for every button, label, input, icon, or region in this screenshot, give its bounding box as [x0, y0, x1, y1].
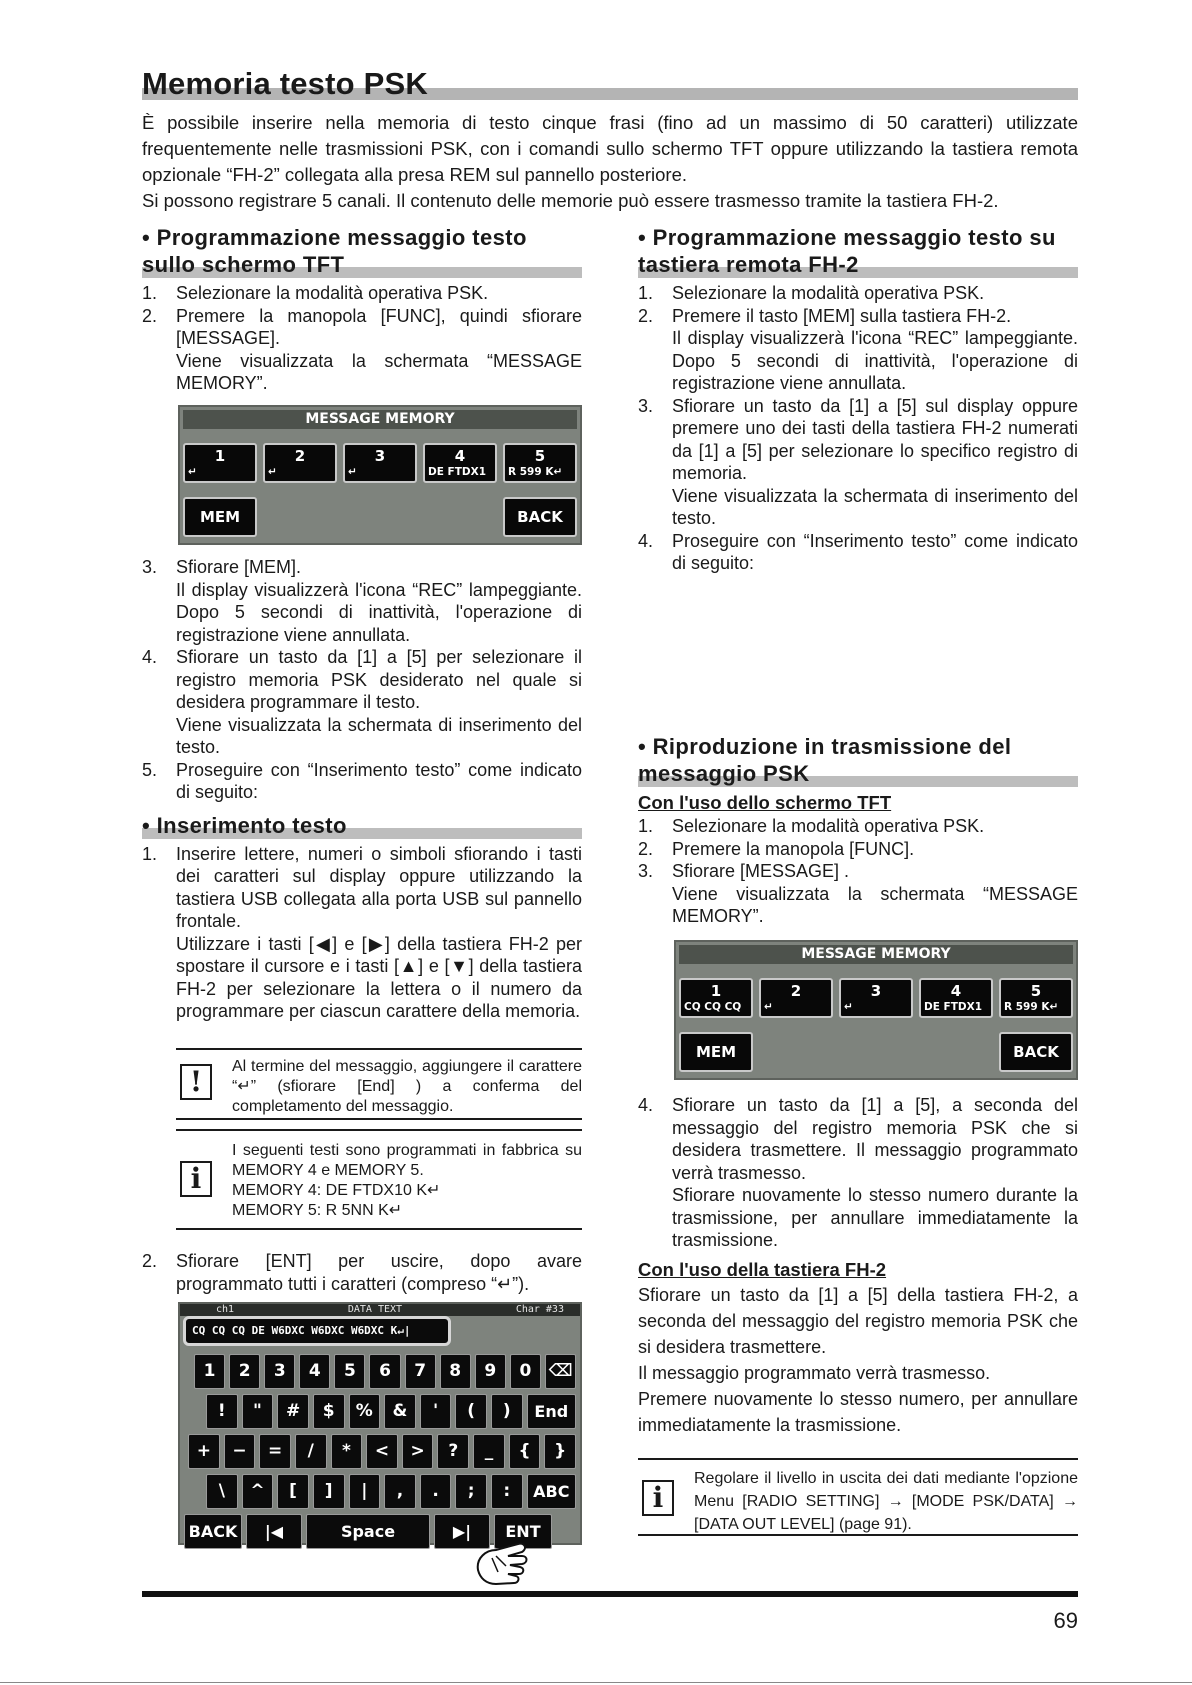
step-item [142, 759, 582, 804]
footer-rule [142, 1591, 1078, 1597]
key-3-8[interactable]: : [491, 1474, 523, 1509]
memory-key-number: 4 [454, 447, 466, 465]
key-0-6[interactable]: 7 [405, 1354, 436, 1389]
key-1-2[interactable]: # [277, 1394, 309, 1429]
back-button[interactable]: BACK [999, 1032, 1073, 1072]
section-heading-fh2: • Programmazione messaggio testo su tastiera remota FH-2 [638, 224, 1078, 278]
memory-key-message: R 599 K↵ [508, 466, 563, 478]
key-2-2[interactable]: = [259, 1434, 291, 1469]
status-bar: ch1 DATA TEXT Char #33 [180, 1304, 580, 1316]
back-button[interactable]: BACK [503, 497, 577, 537]
key-2-7[interactable]: ? [437, 1434, 469, 1469]
message-memory-screen-2 [674, 940, 1078, 1080]
page-number: 69 [1053, 1608, 1078, 1633]
section-heading-tft: • Programmazione messaggio testo sullo schermo TFT [142, 224, 582, 278]
step-text: Premere la manopola [FUNC], quindi sfiorare [MESSAGE]. [176, 305, 582, 348]
text-input-field[interactable]: CQ CQ CQ DE W6DXC W6DXC W6DXC K↵| [183, 1316, 451, 1346]
step-number: 3. [638, 861, 654, 881]
memory-key-message: DE FTDX1 [428, 466, 486, 478]
memory-key-number: 5 [534, 447, 546, 465]
memory-key-2[interactable] [759, 978, 833, 1018]
memory-key-message: DE FTDX1 [924, 1001, 982, 1013]
page-title: Memoria testo PSK [142, 66, 428, 101]
step-number: 3. [638, 395, 654, 416]
left-column-final [142, 1250, 582, 1295]
memory-key-5[interactable] [503, 443, 577, 483]
step-detail: Viene visualizzata la schermata “MESSAGE MEMORY”. [672, 883, 1078, 926]
step-number: 1. [638, 816, 654, 836]
step-number: 4. [142, 647, 158, 667]
memory-key-number: 5 [1030, 982, 1042, 1000]
step-number: 1. [638, 283, 654, 303]
step-text: Sfiorare [MEM]. [176, 557, 302, 577]
memory-key-3[interactable] [343, 443, 417, 483]
key-3-5[interactable]: , [384, 1474, 416, 1509]
screen-title: MESSAGE MEMORY [679, 945, 1073, 964]
memory-key-number: 4 [950, 982, 962, 1000]
step-number: 1. [142, 283, 158, 303]
memory-key-number: 3 [870, 982, 882, 1000]
step-text: Sfiorare un tasto da [1] a [5] per selezionare il registro memoria PSK desiderato nel quale si desidera programmare il testo. [176, 647, 582, 712]
step-text: Proseguire con “Inserimento testo” come indicato di seguito: [672, 530, 1078, 573]
pointing-hand-icon [472, 1536, 534, 1588]
function-key-row [676, 1032, 1076, 1072]
step-number: 2. [142, 305, 158, 326]
key-4-2[interactable]: Space [306, 1514, 430, 1549]
memory-key-message: ↵ [188, 466, 197, 478]
step-text: Sfiorare un tasto da [1] a [5] sul display oppure premere uno dei tasti della tastiera FH-2 numerati da [1] a [5] per selezionare lo specifico registro di memoria. [672, 395, 1078, 483]
step-item [638, 395, 1078, 530]
key-3-4[interactable]: | [349, 1474, 381, 1509]
key-1-8[interactable]: ) [491, 1394, 523, 1429]
key-1-0[interactable]: ! [206, 1394, 238, 1429]
mem-button[interactable]: MEM [679, 1032, 753, 1072]
key-0-0[interactable]: 1 [194, 1354, 225, 1389]
intro-paragraph-2: Si possono registrare 5 canali. Il contenuto delle memorie può essere trasmesso tramite la tastiera FH-2. [142, 190, 999, 211]
key-3-7[interactable]: ; [455, 1474, 487, 1509]
subheading-fh2: Con l'uso della tastiera FH-2 [638, 1258, 887, 1280]
note-text: Regolare il livello in uscita dei dati mediante l'opzione Menu [RADIO SETTING] → [MODE PSK/DATA] → [DATA OUT LEVEL] (page 91). [694, 1470, 1078, 1533]
key-3-2[interactable]: [ [277, 1474, 309, 1509]
paragraph: Sfiorare un tasto da [1] a [5] della tastiera FH-2, a seconda del messaggio del registro memoria PSK che si desidera trasmettere. [638, 1284, 1078, 1357]
step-item [638, 1094, 1078, 1252]
right-column [638, 224, 1078, 575]
key-1-6[interactable]: ' [420, 1394, 452, 1429]
key-1-9[interactable]: End [527, 1394, 576, 1429]
subheading-tft: Con l'uso dello schermo TFT [638, 792, 892, 813]
step-text: Inserire lettere, numeri o simboli sfiorando i tasti dei caratteri sul display oppure utilizzando la tastiera USB collegata alla porta USB sul pannello frontale. [176, 843, 582, 931]
mem-button[interactable]: MEM [183, 497, 257, 537]
step-detail: Viene visualizzata la schermata di inserimento del testo. [672, 485, 1078, 528]
key-1-3[interactable]: $ [313, 1394, 345, 1429]
step-list [142, 843, 582, 1023]
key-0-10[interactable]: ⌫ [545, 1354, 576, 1389]
note-text: I seguenti testi sono programmati in fabbrica su MEMORY 4 e MEMORY 5. MEMORY 4: DE FTDX10 K↵ MEMORY 5: R 5NN K↵ [232, 1142, 582, 1219]
right-column-playback [638, 733, 1078, 928]
keyboard-row [184, 1394, 580, 1429]
left-column [142, 224, 582, 395]
step-item [142, 305, 582, 395]
memory-key-1[interactable] [183, 443, 257, 483]
memory-key-5[interactable] [999, 978, 1073, 1018]
step-item [142, 646, 582, 759]
info-note [176, 1129, 582, 1230]
key-0-5[interactable]: 6 [369, 1354, 400, 1389]
info-icon: i [180, 1161, 212, 1197]
section-heading-playback: • Riproduzione in trasmissione del messaggio PSK [638, 733, 1078, 787]
step-text: Sfiorare [MESSAGE] . [672, 861, 850, 881]
step-number: 4. [638, 1095, 654, 1115]
memory-key-4[interactable] [423, 443, 497, 483]
keyboard-keys [184, 1354, 580, 1554]
step-text: Selezionare la modalità operativa PSK. [672, 283, 985, 303]
step-number: 5. [142, 759, 158, 780]
text-entry-screen [178, 1302, 582, 1545]
memory-key-row [180, 443, 580, 483]
note-text: Al termine del messaggio, aggiungere il carattere “↵” (sfiorare [End] ) a conferma del completamento del messaggio. [232, 1058, 582, 1115]
step-detail: Sfiorare nuovamente lo stesso numero durante la trasmissione, per annullare immediatamente la trasmissione. [672, 1185, 1078, 1250]
key-0-3[interactable]: 4 [299, 1354, 330, 1389]
key-0-4[interactable]: 5 [334, 1354, 365, 1389]
screen-title: MESSAGE MEMORY [183, 410, 577, 429]
step-number: 2. [638, 305, 654, 326]
step-item [638, 860, 1078, 928]
step-number: 3. [142, 557, 158, 577]
info-note-right [638, 1458, 1078, 1536]
key-4-3[interactable]: ▶| [434, 1514, 490, 1549]
step-detail: Utilizzare i tasti [◀] e [▶] della tastiera FH-2 per spostare il cursore e i tasti [▲] e [▼] della tastiera FH-2 per selezionare la lettera o il numero da programmare per ciascun carattere della memoria. [176, 933, 582, 1021]
step-item [638, 530, 1078, 575]
memory-key-4[interactable] [919, 978, 993, 1018]
key-0-1[interactable]: 2 [229, 1354, 260, 1389]
key-0-8[interactable]: 9 [475, 1354, 506, 1389]
key-2-3[interactable]: / [295, 1434, 327, 1469]
memory-key-number: 2 [790, 982, 802, 1000]
paragraph: Premere nuovamente lo stesso numero, per annullare immediatamente la trasmissione. [638, 1388, 1078, 1435]
right-column-continued [638, 1094, 1078, 1438]
step-text: Selezionare la modalità operativa PSK. [176, 283, 489, 303]
step-item [142, 556, 582, 646]
key-2-6[interactable]: > [402, 1434, 434, 1469]
step-item [638, 282, 1078, 305]
memory-key-message: ↵ [844, 1001, 853, 1013]
memory-key-3[interactable] [839, 978, 913, 1018]
paragraph: Il messaggio programmato verrà trasmesso. [638, 1362, 991, 1383]
message-memory-screen [178, 405, 582, 545]
memory-key-number: 1 [710, 982, 722, 1000]
intro-text [142, 110, 1078, 214]
key-2-10[interactable]: } [544, 1434, 576, 1469]
memory-key-1[interactable] [679, 978, 753, 1018]
step-item [142, 843, 582, 1023]
step-text: Premere il tasto [MEM] sulla tastiera FH-2. [672, 305, 1012, 326]
page-title-block [142, 66, 1078, 104]
step-detail: Il display visualizzerà l'icona “REC” lampeggiante. Dopo 5 secondi di inattività, l'operazione di registrazione viene annullata. [672, 328, 1078, 393]
step-item [638, 815, 1078, 838]
key-0-7[interactable]: 8 [440, 1354, 471, 1389]
warning-note [176, 1048, 582, 1120]
step-list [142, 282, 582, 395]
key-3-9[interactable]: ABC [527, 1474, 576, 1509]
step-number: 1. [142, 843, 158, 864]
step-list [142, 1250, 582, 1295]
memory-key-number: 3 [374, 447, 386, 465]
step-detail: Viene visualizzata la schermata di inserimento del testo. [176, 714, 582, 757]
key-2-1[interactable]: − [224, 1434, 256, 1469]
memory-key-message: ↵ [764, 1001, 773, 1013]
step-detail: Il display visualizzerà l'icona “REC” lampeggiante. Dopo 5 secondi di inattività, l'operazione di registrazione viene annullata. [176, 579, 582, 645]
key-1-5[interactable]: & [384, 1394, 416, 1429]
step-number: 4. [638, 530, 654, 551]
memory-key-row [676, 978, 1076, 1018]
exclamation-icon: ! [180, 1064, 212, 1100]
function-key-row [180, 497, 580, 537]
key-1-7[interactable]: ( [455, 1394, 487, 1429]
section-heading-text-entry: • Inserimento testo [142, 812, 582, 839]
memory-key-message: CQ CQ CQ [684, 1001, 742, 1013]
step-detail: Viene visualizzata la schermata “MESSAGE MEMORY”. [176, 350, 582, 393]
key-4-0[interactable]: BACK [184, 1514, 242, 1549]
key-0-9[interactable]: 0 [510, 1354, 541, 1389]
key-1-1[interactable]: " [242, 1394, 274, 1429]
step-text: Proseguire con “Inserimento testo” come indicato di seguito: [176, 759, 582, 802]
key-0-2[interactable]: 3 [264, 1354, 295, 1389]
step-list [638, 282, 1078, 575]
info-icon: i [642, 1480, 674, 1516]
step-text: Selezionare la modalità operativa PSK. [672, 816, 985, 836]
intro-paragraph-1: È possibile inserire nella memoria di testo cinque frasi (fino ad un massimo di 50 caratteri) utilizzate frequentemente nelle trasmissioni PSK, con i comandi sullo schermo TFT oppure utilizzando la tastiera remota opzionale “FH-2” collegata alla presa REM sul pannello posteriore. [142, 112, 1078, 185]
keyboard-row [184, 1474, 580, 1509]
step-text: Sfiorare [ENT] per uscire, dopo avare programmato tutti i caratteri (compreso “↵”). [176, 1251, 582, 1294]
key-4-1[interactable]: |◀ [246, 1514, 302, 1549]
memory-key-message: R 599 K↵ [1004, 1001, 1059, 1013]
key-2-4[interactable]: * [331, 1434, 363, 1469]
key-2-0[interactable]: + [188, 1434, 220, 1469]
step-item [142, 282, 582, 305]
step-list [638, 815, 1078, 928]
key-3-3[interactable]: ] [313, 1474, 345, 1509]
memory-key-number: 1 [214, 447, 226, 465]
key-4-4[interactable]: ENT [494, 1514, 552, 1549]
key-2-9[interactable]: { [509, 1434, 541, 1469]
key-2-5[interactable]: < [366, 1434, 398, 1469]
step-number: 2. [142, 1251, 158, 1271]
key-3-0[interactable]: \ [206, 1474, 238, 1509]
keyboard-row [184, 1434, 580, 1469]
key-2-8[interactable]: _ [473, 1434, 505, 1469]
step-text: Premere la manopola [FUNC]. [672, 838, 915, 859]
step-item [638, 838, 1078, 861]
step-item [638, 305, 1078, 395]
step-text: Sfiorare un tasto da [1] a [5], a seconda del messaggio del registro memoria PSK che si desidera trasmettere. Il messaggio programmato verrà trasmesso. [672, 1095, 1078, 1183]
memory-key-number: 2 [294, 447, 306, 465]
keyboard-row [184, 1354, 580, 1389]
key-3-1[interactable]: ^ [242, 1474, 274, 1509]
left-column-continued [142, 556, 582, 1023]
memory-key-message: ↵ [268, 466, 277, 478]
step-list [638, 1094, 1078, 1252]
step-item [142, 1250, 582, 1295]
step-number: 2. [638, 838, 654, 859]
step-list [142, 556, 582, 804]
page-edge-line [0, 1682, 1192, 1683]
key-3-6[interactable]: . [420, 1474, 452, 1509]
memory-key-message: ↵ [348, 466, 357, 478]
key-1-4[interactable]: % [349, 1394, 381, 1429]
memory-key-2[interactable] [263, 443, 337, 483]
